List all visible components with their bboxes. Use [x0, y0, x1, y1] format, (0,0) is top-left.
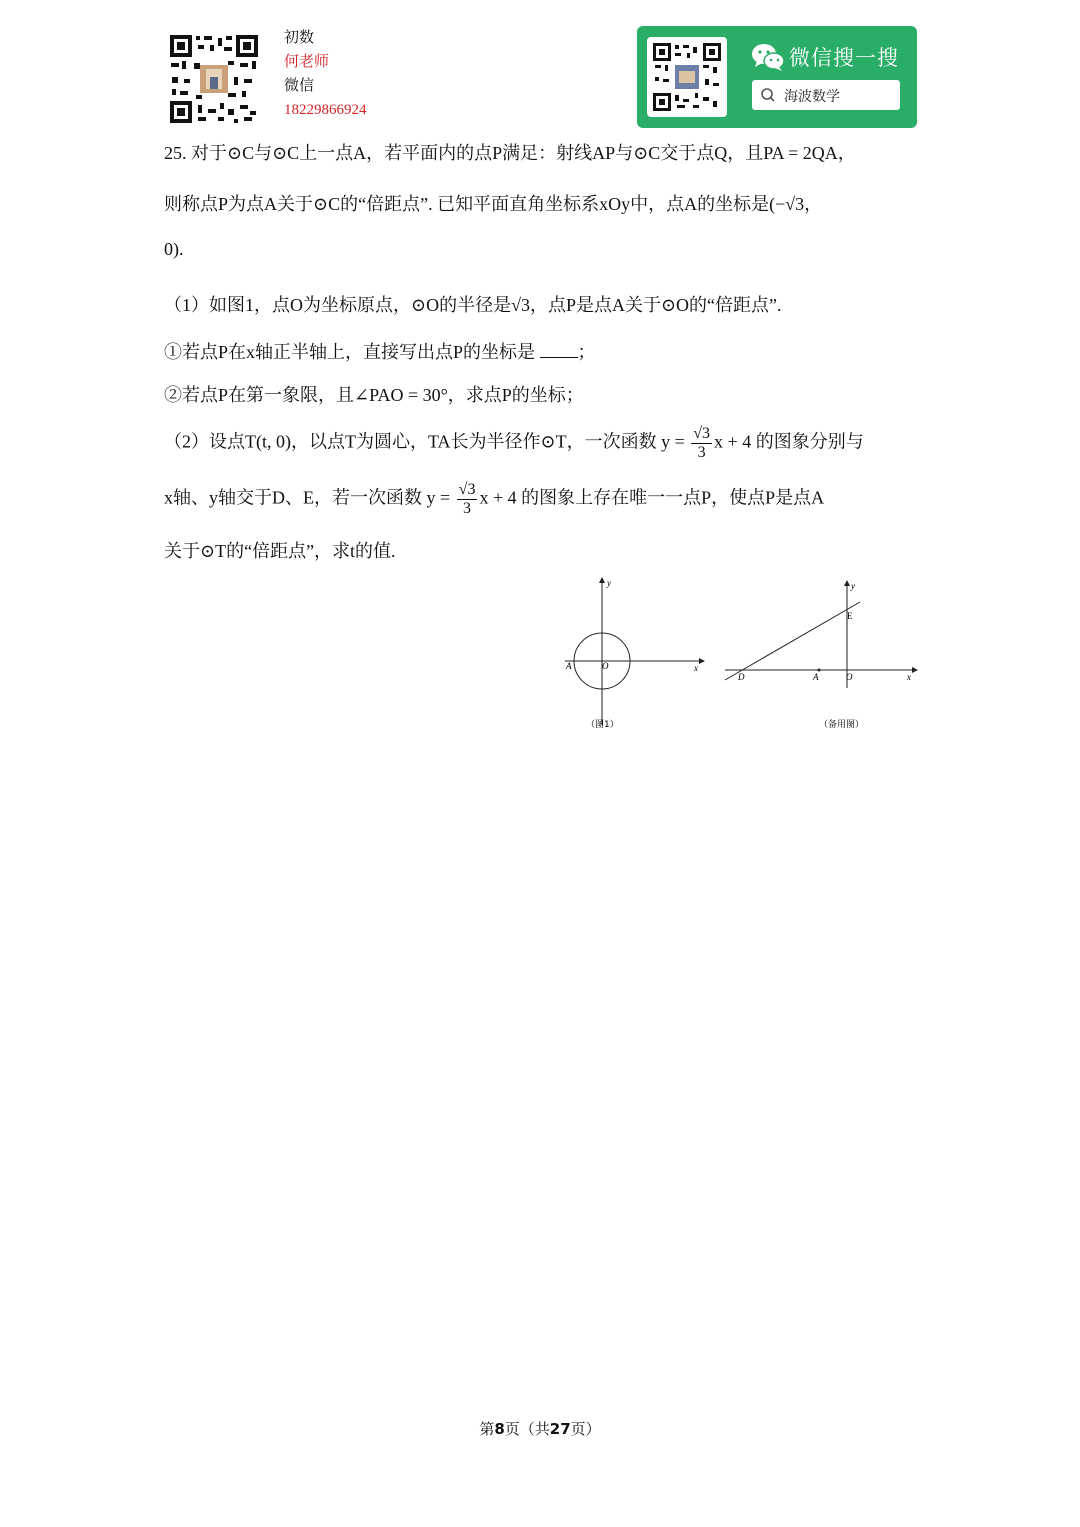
label-e: E: [847, 611, 853, 621]
search-icon: [760, 87, 776, 103]
figure-1: [560, 575, 710, 735]
wechat-qr-code: [647, 37, 727, 117]
linear-function-line: [725, 602, 860, 680]
problem-part-2-line-3: 关于⊙T的“倍距点”，求t的值.: [164, 541, 396, 561]
problem-part-2-line-2: [164, 481, 824, 518]
wechat-search-title: 微信搜一搜: [789, 46, 899, 70]
label-o: O: [846, 672, 853, 682]
part2-text-a: （2）设点T(t, 0)，以点T为圆心，TA长为半径作⊙T，一次函数 y =: [164, 431, 685, 452]
label-a: A: [566, 661, 572, 671]
problem-part-2-line-1: [164, 425, 864, 462]
wechat-search-query: 海波数学: [784, 89, 840, 105]
figure-1-caption: （图1）: [586, 720, 619, 730]
problem-part-1-q1: [164, 338, 596, 364]
q1-text: ①若点P在x轴正半轴上，直接写出点P的坐标是: [164, 342, 536, 362]
label-o: O: [602, 661, 609, 671]
label-x: x: [907, 672, 911, 682]
answer-blank: [540, 341, 578, 358]
contact-phone: 18229866924: [284, 102, 367, 118]
problem-line-2: 则称点P为点A关于⊙C的“倍距点”. 已知平面直角坐标系xOy中，点A的坐标是(−√3，: [164, 194, 823, 214]
part2-text-d: x + 4 的图象上存在唯一一点P，使点P是点A: [479, 487, 825, 508]
footer-pre: 第: [479, 1420, 495, 1438]
label-a: A: [813, 672, 819, 682]
footer-mid: 页（共: [504, 1420, 550, 1438]
page-number: 8: [494, 1420, 505, 1438]
part2-text-b: x + 4 的图象分别与: [714, 431, 864, 452]
problem-line-1: 25. 对于⊙C与⊙C上一点A，若平面内的点P满足：射线AP与⊙C交于点Q，且PA = 2QA，: [164, 143, 856, 163]
label-y: y: [851, 581, 855, 591]
label-y: y: [607, 578, 611, 588]
qr-code-image: [168, 33, 260, 125]
problem-line-3: 0).: [164, 239, 184, 259]
label-x: x: [694, 663, 698, 673]
wechat-search-box[interactable]: [752, 80, 900, 110]
contact-line-wechat: 微信: [284, 78, 315, 94]
contact-info: [284, 26, 367, 122]
contact-line-teacher: 何老师: [284, 54, 330, 70]
footer-post: 页）: [570, 1420, 601, 1438]
page-total: 27: [549, 1420, 571, 1438]
figure-2-caption: （备用图）: [819, 720, 865, 730]
figure-2: [720, 578, 920, 736]
wechat-search-card[interactable]: [637, 26, 917, 128]
q1-end: ；: [577, 342, 596, 362]
wechat-logo-icon: [751, 42, 785, 72]
fraction-sqrt3-over-3: $\frac{√3}{3}$: [693, 425, 711, 461]
contact-line-subject: 初数: [284, 30, 315, 46]
problem-part-1-q2: ②若点P在第一象限，且∠PAO = 30°，求点P的坐标；: [164, 385, 584, 405]
problem-part-1: （1）如图1，点O为坐标原点，⊙O的半径是√3，点P是点A关于⊙O的“倍距点”.: [164, 295, 782, 315]
label-d: D: [738, 672, 745, 682]
part2-text-c: x轴、y轴交于D、E，若一次函数 y =: [164, 487, 451, 508]
page-footer: [0, 1418, 1080, 1439]
fraction-sqrt3-over-3: $\frac{√3}{3}$: [458, 481, 476, 517]
